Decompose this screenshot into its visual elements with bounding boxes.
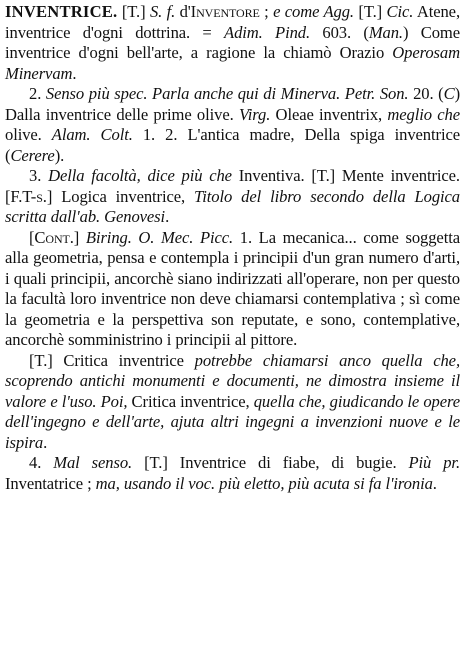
text-run: Inventiva.: [231, 166, 312, 185]
text-run: 20. (: [408, 84, 444, 103]
citation-biringuccio-paragraph: [5, 228, 460, 351]
text-run: Biring. O. Mec. Picc.: [85, 227, 234, 247]
text-run: [79, 228, 86, 247]
text-run: 1. La mecanica... come soggetta alla geometria, pensa e contempla i principii d'un gran numero d'arti, i quali principii, ancorchè siano indirizzati all'operare, non per questo la facultà loro inventrice non deve chiamarsi contemplativa ; sì come la geometria e la perspettiva son reputate, e sono, contemplative, ancorchè somministrino i principii al pittore.: [5, 227, 460, 349]
text-run: 3.: [29, 166, 49, 185]
text-run: .: [432, 473, 437, 493]
text-run: Alam. Colt.: [51, 125, 133, 144]
text-run: [T.]: [144, 453, 168, 472]
text-run: Man.: [368, 22, 403, 42]
text-run: Mal senso.: [53, 453, 133, 472]
text-run: olive.: [5, 125, 52, 144]
text-run: [Cont.]: [29, 227, 80, 247]
text-run: Virg.: [238, 104, 271, 124]
text-run: ) Come inventrice d'ogni bell'arte, a ragione la chiamò Orazio: [5, 22, 460, 62]
text-run: e come Agg.: [273, 2, 354, 21]
text-run: [T.]: [29, 350, 53, 370]
text-run: Critica inventrice: [52, 350, 195, 370]
text-run: .: [165, 207, 170, 226]
text-run: [F.T-s.]: [5, 186, 53, 206]
text-run: .: [72, 63, 77, 83]
sense-4-paragraph: [5, 453, 460, 494]
text-run: Della facoltà, dice più che: [48, 166, 232, 185]
sense-2-paragraph: [5, 84, 460, 166]
text-run: potrebbe chiamarsi anco quella che, scoprendo antichi monumenti e documenti, ne dimostra insieme il valore e l'uso. Poi,: [5, 350, 460, 411]
text-run: C: [443, 84, 455, 103]
text-run: 4.: [29, 453, 54, 472]
entry-paragraph-definition: [5, 2, 460, 84]
text-run: quella che, giudicando le opere dell'ingegno e dell'arte, ajuta altri ingegni a invenzioni nuove e le ispira: [5, 391, 461, 452]
text-run: Titolo del libro secondo della Logica scritta dall'ab. Genovesi: [5, 186, 461, 226]
text-run: 603. (: [310, 22, 369, 42]
text-run: [T.]: [121, 2, 146, 21]
text-run: Operosam Minervam: [5, 43, 460, 83]
text-run: Logica inventrice,: [52, 186, 195, 206]
text-run: Cic.: [386, 2, 414, 21]
text-run: ma, usando il voc. più eletto, più acuta si fa l'ironia: [95, 473, 433, 493]
text-run: Adim. Pind.: [224, 22, 311, 42]
text-run: ).: [54, 145, 65, 165]
text-run: ;: [259, 2, 274, 21]
text-run: Inventore: [190, 2, 260, 21]
text-run: Inventrice di fiabe, di bugie.: [167, 453, 409, 472]
text-run: [T.]: [358, 2, 383, 21]
text-run: Più pr.: [408, 453, 460, 472]
text-run: Mente inventrice.: [335, 166, 460, 185]
text-run: [132, 453, 144, 472]
text-run: Cerere: [10, 145, 55, 165]
sense-3-paragraph: [5, 166, 460, 228]
text-run: S. f.: [149, 2, 176, 21]
text-run: 1. 2. L'antica madre, Della spiga inventrice (: [5, 125, 460, 165]
text-run: Atene, inventrice d'ogni dottrina. =: [5, 2, 460, 42]
text-run: Oleae inventrix,: [270, 104, 388, 124]
text-run: ) Dalla inventrice delle prime olive.: [5, 84, 461, 124]
text-run: Critica inventrice,: [127, 391, 254, 411]
headword: INVENTRICE.: [5, 2, 118, 21]
text-run: Inventatrice ;: [5, 473, 96, 493]
text-run: 2.: [29, 84, 46, 103]
text-run: d': [175, 2, 191, 21]
text-run: .: [43, 432, 48, 452]
text-run: meglio che: [387, 104, 460, 124]
text-run: [T.]: [311, 166, 336, 185]
critica-inventrice-paragraph: [5, 351, 460, 454]
text-run: Senso più spec. Parla anche qui di Minerva. Petr. Son.: [45, 84, 409, 103]
